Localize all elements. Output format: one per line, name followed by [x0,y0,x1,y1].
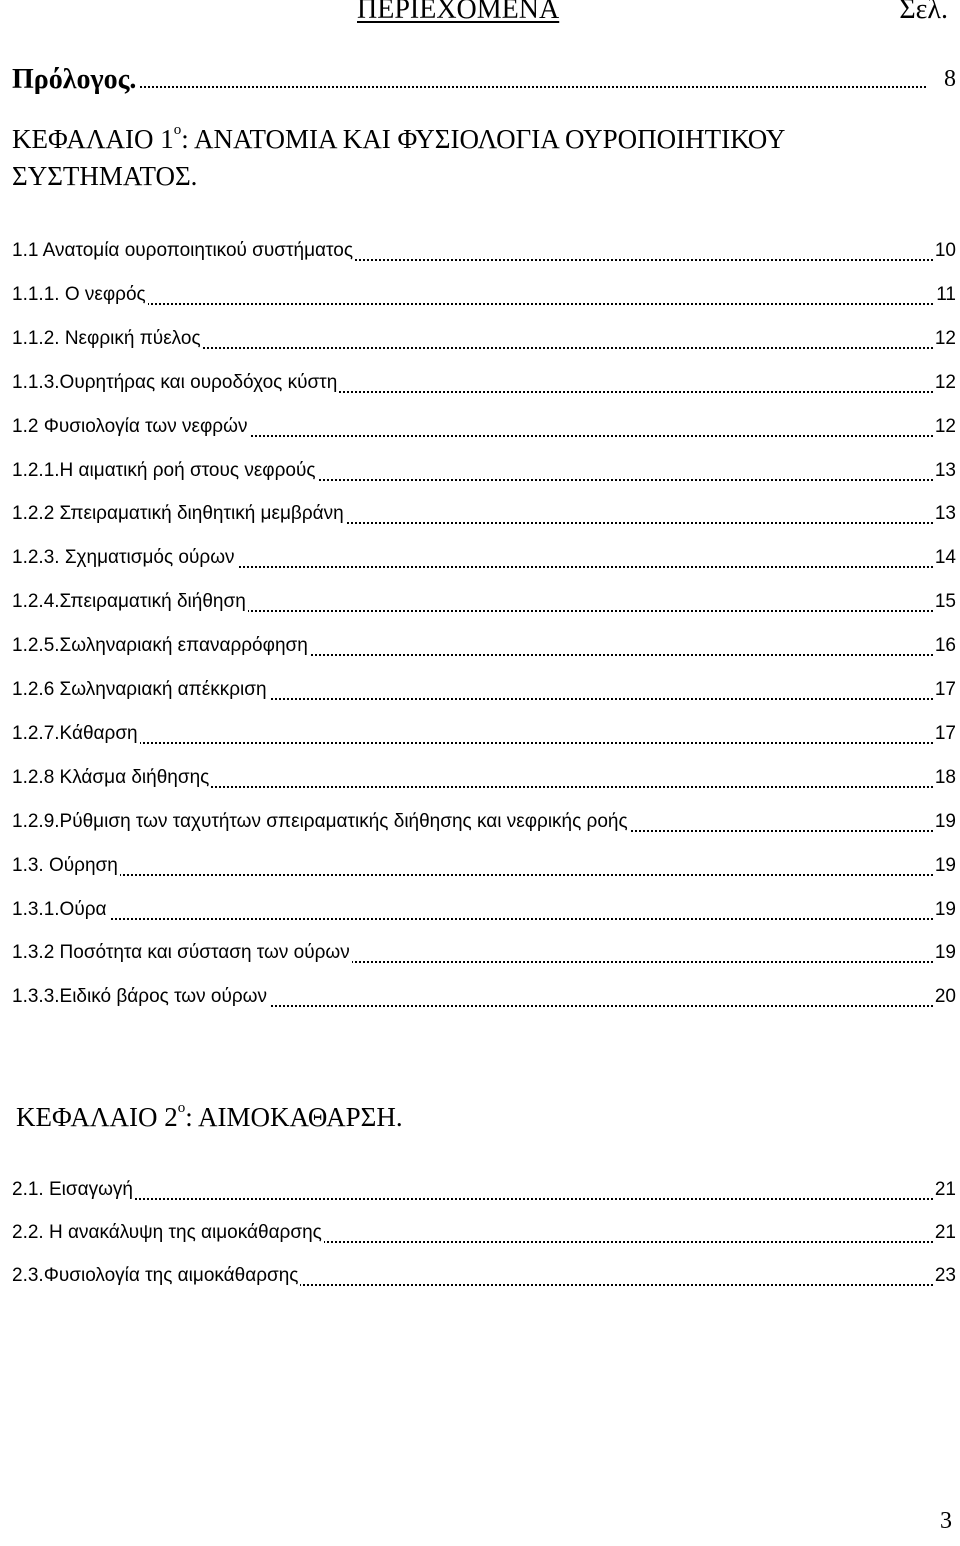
toc-entry-page: 19 [934,942,956,964]
toc-entry-page: 17 [934,722,956,744]
chapter-2-heading [16,1102,403,1133]
toc-entry-label: 1.2.6 Σωληναριακή απέκκριση [12,679,267,700]
page-column-label: Σελ. [899,0,948,25]
chapter-1-toc-entry [12,460,956,490]
chapter-2-toc-entry [12,1179,956,1209]
chapter-2-prefix: ΚΕΦΑΛΑΙΟ 2 [16,1102,178,1132]
toc-entry-page: 12 [934,415,956,437]
toc-entry-label: 2.2. Η ανακάλυψη της αιμοκάθαρσης [12,1222,322,1243]
toc-entry-page: 19 [934,854,956,876]
chapter-1-toc-entry [12,284,956,314]
leader-dots [12,303,956,305]
toc-entry-label: 1.3.2 Ποσότητα και σύσταση των ούρων [12,942,350,964]
toc-entry-page: 12 [934,327,956,349]
page-number: 3 [940,1508,952,1534]
chapter-1-toc-entry [12,503,956,533]
toc-entry-page: 15 [934,591,956,613]
toc-entry-label: 1.3.1.Ούρα [12,898,107,920]
toc-entry-page: 18 [934,766,956,788]
toc-entry-label: 1.3. Ούρηση [12,854,118,876]
toc-entry-page: 12 [934,371,956,393]
toc-entry-page: 11 [936,283,956,305]
toc-entry-page: 20 [934,986,956,1008]
chapter-1-toc-entry [12,679,956,709]
toc-entry-page: 17 [934,679,956,700]
leader-dots [12,742,956,744]
chapter-2-toc-entry [12,1222,956,1252]
toc-entry-label: 1.2 Φυσιολογία των νεφρών [12,415,248,437]
toc-entry-page: 13 [934,503,956,525]
chapter-1-toc-entry [12,986,956,1016]
toc-entry-page: 21 [934,1179,956,1200]
toc-entry-page: 13 [934,459,956,481]
toc-entry-page: 23 [934,1265,956,1286]
chapter-2-toc-entry [12,1265,956,1295]
toc-entry-label: 2.1. Εισαγωγή [12,1179,133,1200]
toc-entry-label: 1.2.5.Σωληναριακή επαναρρόφηση [12,635,308,657]
chapter-1-toc-entry [12,240,956,270]
chapter-1-toc-entry [12,899,956,929]
toc-entry-page: 19 [934,898,956,920]
chapter-1-toc-entry [12,416,956,446]
leader-dots [12,1198,956,1200]
toc-entry-label: 1.2.4.Σπειραματική διήθηση [12,591,246,613]
chapter-2-title: : ΑΙΜΟΚΑΘΑΡΣΗ. [185,1102,403,1132]
chapter-1-toc-entry [12,855,956,885]
chapter-1-heading [12,124,785,155]
toc-entry-label: 1.1 Ανατομία ουροποιητικού συστήματος [12,240,353,261]
chapter-1-title: : ΑΝΑΤΟΜΙΑ ΚΑΙ ΦΥΣΙΟΛΟΓΙΑ ΟΥΡΟΠΟΙΗΤΙΚΟΥ [181,124,786,154]
toc-entry-label: 1.1.1. Ο νεφρός [12,283,146,305]
toc-entry-page: 21 [934,1222,956,1243]
toc-entry-label: 1.2.1.Η αιματική ροή στους νεφρούς [12,459,316,481]
chapter-1-toc-entry [12,591,956,621]
chapter-1-toc-entry [12,328,956,358]
toc-entry-page: 14 [934,547,956,569]
chapter-1-title-line2: ΣΥΣΤΗΜΑΤΟΣ. [12,161,198,191]
toc-heading: ΠΕΡΙΕΧΟΜΕΝΑ [357,0,560,25]
toc-entry-label: 1.2.8 Κλάσμα διήθησης [12,766,210,788]
chapter-1-toc-entry [12,942,956,972]
chapter-1-toc-entry [12,372,956,402]
chapter-1-toc-entry [12,547,956,577]
chapter-2-ordinal: ο [177,1100,186,1116]
toc-entry-label: 1.3.3.Ειδικό βάρος των ούρων [12,986,268,1008]
toc-entry-page: 10 [934,240,956,261]
chapter-1-toc-entry [12,767,956,797]
preface-leader-dots [140,86,926,88]
toc-entry-label: 1.1.3.Ουρητήρας και ουροδόχος κύστη [12,371,338,393]
leader-dots [12,918,956,920]
toc-entry-label: 1.2.7.Κάθαρση [12,722,138,744]
toc-entry-label: 1.2.3. Σχηματισμός ούρων [12,547,235,569]
chapter-1-toc-entry [12,635,956,665]
preface-entry-label: Πρόλογος. [12,64,137,95]
chapter-1-ordinal: ο [173,122,182,138]
toc-entry-page: 16 [934,635,956,657]
toc-entry-label: 1.1.2. Νεφρική πύελος [12,327,201,349]
chapter-1-toc-entry [12,723,956,753]
toc-entry-label: 1.2.2 Σπειραματική διηθητική μεμβράνη [12,503,344,525]
preface-entry-page: 8 [944,66,956,92]
leader-dots [12,874,956,876]
toc-entry-page: 19 [934,810,956,832]
chapter-1-prefix: ΚΕΦΑΛΑΙΟ 1 [12,124,174,154]
chapter-1-toc-entry [12,811,956,841]
toc-entry-label: 2.3.Φυσιολογία της αιμοκάθαρσης [12,1265,299,1286]
toc-entry-label: 1.2.9.Ρύθμιση των ταχυτήτων σπειραματικής διήθησης και νεφρικής ροής [12,810,628,832]
